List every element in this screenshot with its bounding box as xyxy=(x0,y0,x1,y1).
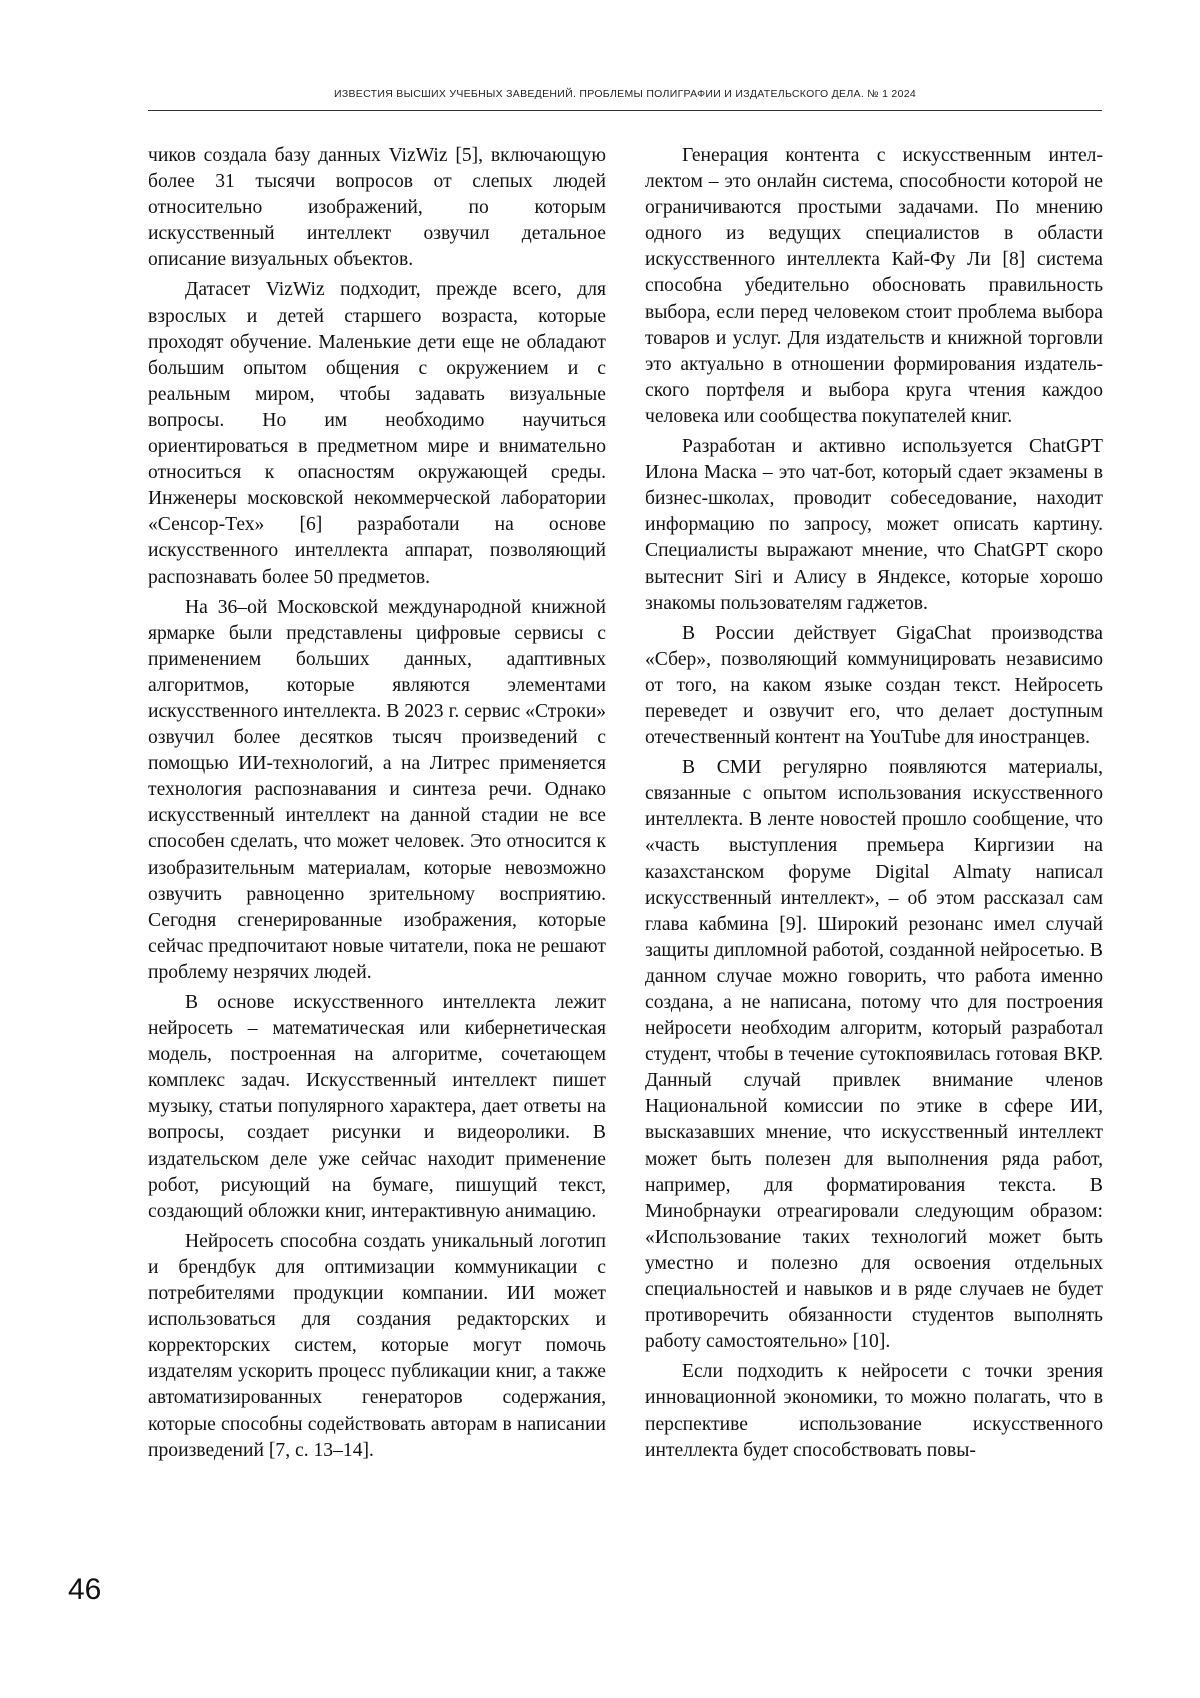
header-rule xyxy=(148,110,1102,111)
page-number: 46 xyxy=(68,1573,102,1606)
paragraph: В основе искусственного интеллекта лежит нейросеть – математическая или кибернетическая модель, построенная на алгоритме, сочетающем комплекс задач. Искусственный интеллект пишет музыку, статьи популярного характера, дает ответы на вопросы, создает рисунки и видеоролики. В издательском деле уже сейчас находит применение робот, рисующий на бумаге, пишущий текст, создающий обложки книг, интерактивную анимацию. xyxy=(148,992,606,1222)
right-column xyxy=(645,143,1103,1468)
left-column xyxy=(148,143,606,1468)
paragraph: Генерация контента с искусственным интеллектом – это онлайн система, способности которой не ограничиваются простыми задачами. По мнению одного из ведущих специалистов в области искусственного интеллекта Кай-Фу Ли [8] система способна убедительно обосновать правильность выбора, если перед человеком стоит проблема выбора товаров и услуг. Для издательств и книжной торговли это актуально в отношении формирования издательского портфеля и выбора круга чтения каждоо человека или сообщества покупателей книг. xyxy=(645,145,1103,427)
paragraph: Разработан и активно используется ChatGPT Илона Маска – это чат-бот, который сдает экзамены в бизнес-школах, проводит собеседование, находит информацию по запросу, может описать картину. Специалисты выражают мнение, что ChatGPT скоро вытеснит Siri и Алису в Яндексе, которые хорошо знакомы пользователям гаджетов. xyxy=(645,436,1103,614)
paragraph: Если подходить к нейросети с точки зрения инновационной экономики, то можно полагать, что в перспективе использование искусственного интеллекта будет способствовать повы- xyxy=(645,1361,1103,1461)
paragraph: чиков создала базу данных VizWiz [5], включающую более 31 тысячи вопросов от слепых людей относительно изображений, по которым искусственный интеллект озвучил детальное описание визуальных объектов. xyxy=(148,145,606,271)
paragraph: На 36–ой Московской международной книжной ярмарке были представлены цифровые сервисы с применением больших данных, адаптивных алгоритмов, которые являются элементами искусственного интеллекта. В 2023 г. сервис «Строки» озвучил более десятков тысяч произведений с помощью ИИ-технологий, а на Литрес применяется технология распознавания и синтеза речи. Однако искусственный интеллект на данной стадии не все способен сделать, что может человек. Это относится к изобразительным материалам, которые невозможно озвучить равноценно зрительному восприятию. Сегодня сгенерированные изображения, которые сейчас предпочитают новые читатели, пока не решают проблему незрячих людей. xyxy=(148,596,606,983)
paragraph: Нейросеть способна создать уникальный логотип и брендбук для оптимизации коммуникации с потребителями продукции компании. ИИ может использоваться для создания редакторских и корректорских систем, которые могут помочь издателям ускорить процесс публикации книг, а также автоматизированных генераторов содержания, которые способны содействовать авторам в написании произведений [7, с. 13–14]. xyxy=(148,1230,606,1461)
paragraph: Датасет VizWiz подходит, прежде всего, для взрослых и детей старшего возраста, которые проходят обучение. Маленькие дети еще не обладают большим опытом общения с окружением и с реальным миром, чтобы задавать визуальные вопросы. Но им необходимо научиться ориентироваться в предметном мире и внимательно относиться к опасностям окружающей среды. Инженеры московской некоммерческой лаборатории «Сенсор-Тех» [6] разработали на основе искусственного интеллекта аппарат, позволяющий распознавать более 50 предметов. xyxy=(148,279,606,588)
paragraph: В России действует GigaChat производства «Сбер», позволяющий коммуницировать независимо от того, на каком языке создан текст. Нейросеть переведет и озвучит его, что делает доступным отечественный контент на YouTube для иностранцев. xyxy=(645,622,1103,749)
running-head: ИЗВЕСТИЯ ВЫСШИХ УЧЕБНЫХ ЗАВЕДЕНИЙ. ПРОБЛЕМЫ ПОЛИГРАФИИ И ИЗДАТЕЛЬСКОГО ДЕЛА. № 1 2024 xyxy=(334,88,916,100)
paragraph: В СМИ регулярно появляются материалы, связанные с опытом использования искусственного интеллекта. В ленте новостей прошло сообщение, что «часть выступления премьера Киргизии на казахстанском форуме Digital Almaty написал искусственный интеллект», – об этом рассказал сам глава кабмина [9]. Широкий резонанс имел случай защиты дипломной работой, созданной нейросетью. В данном случае можно говорить, что работа именно создана, а не написана, потому что для построения нейросети необходим алгоритм, который разработал студент, чтобы в течение сутокпоявилась готовая ВКР. Данный случай привлек внимание членов Национальной комиссии по этике в сфере ИИ, высказавших мнение, что искусственный интеллект может быть полезен для выполнения ряда работ, например, для форматирования текста. В Минобрнауки отреагировали следующим образом: «Использование таких технологий может быть уместно и полезно для освоения отдельных специальностей и навыков и в ряде случаев не будет противоречить обязанности студентов выполнять работу самостоятельно» [10]. xyxy=(645,757,1103,1353)
